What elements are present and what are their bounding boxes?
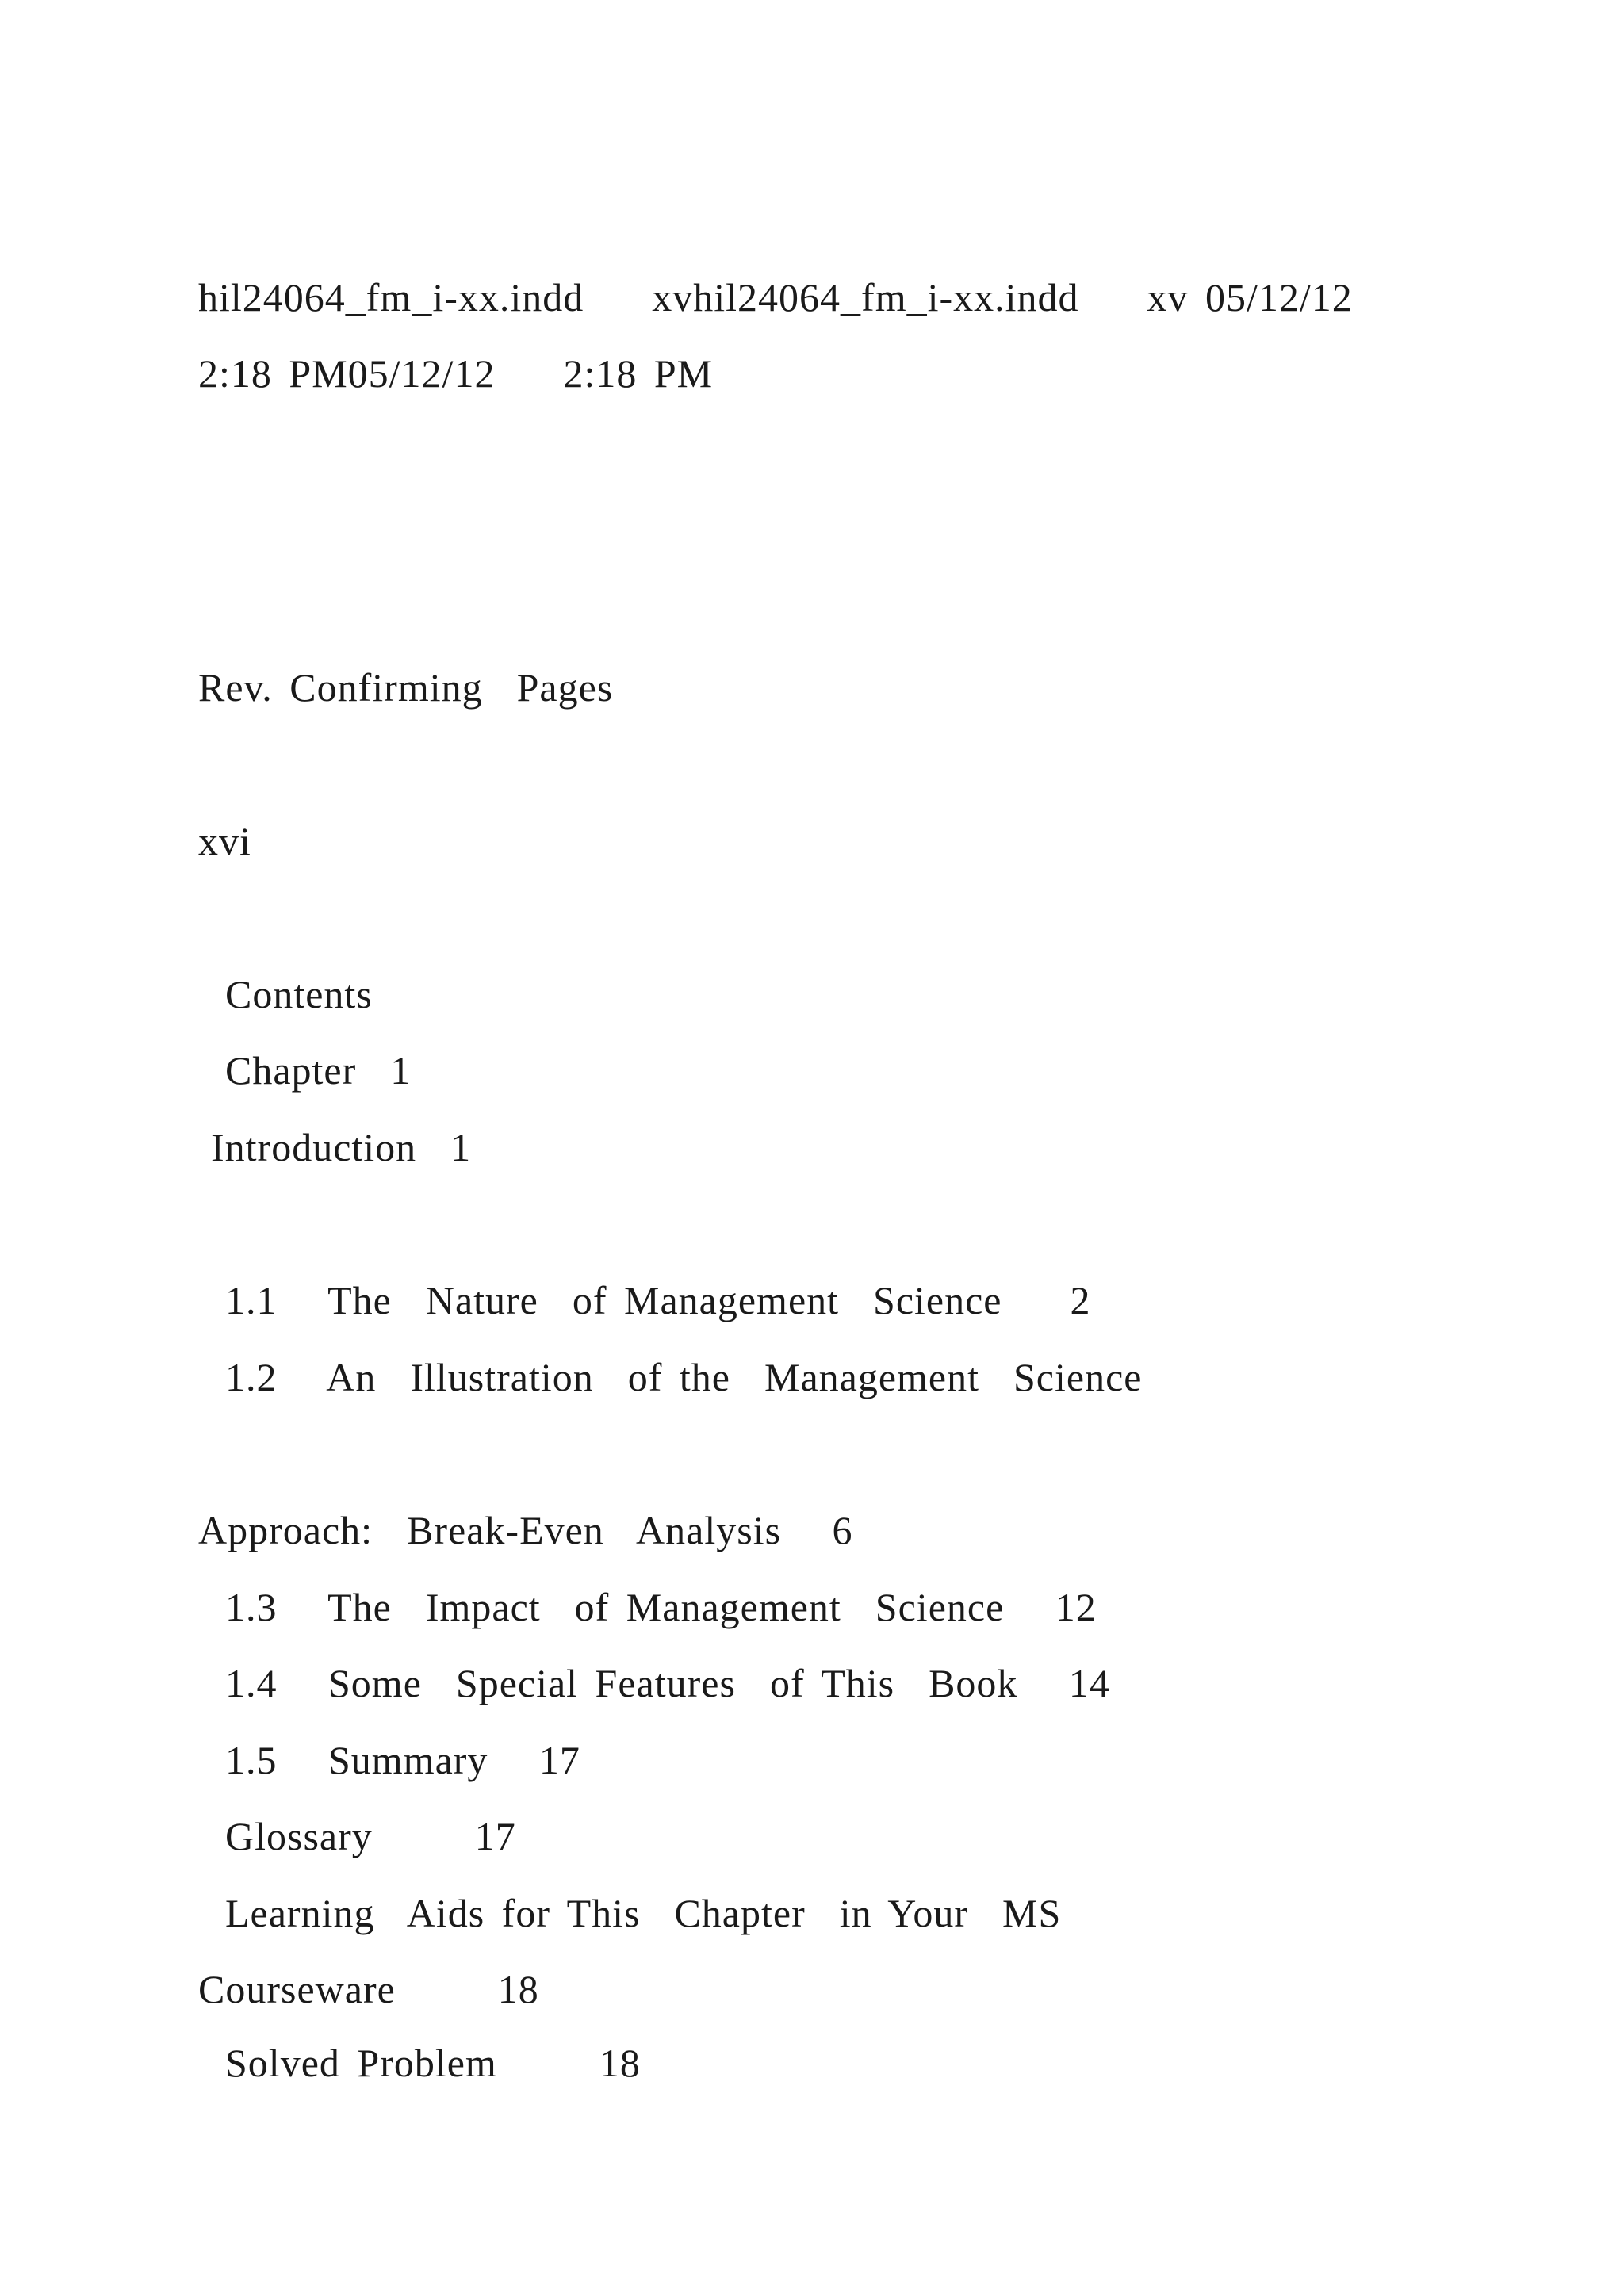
toc-entry: Courseware 18 [198, 1967, 539, 2011]
chapter-label: Chapter 1 [225, 1048, 412, 1093]
file-info-line-1: hil24064_fm_i-xx.indd xvhil24064_fm_i-xx.indd xv 05/12/12 [198, 275, 1353, 320]
toc-entry: 1.3 The Impact of Management Science 12 [225, 1585, 1097, 1629]
chapter-title: Introduction 1 [211, 1125, 472, 1169]
toc-title: Contents [225, 972, 373, 1016]
toc-entry: 1.5 Summary 17 [225, 1738, 580, 1782]
toc-entry: Learning Aids for This Chapter in Your MS [225, 1891, 1062, 1935]
toc-entry: Glossary 17 [225, 1814, 516, 1858]
status-text: Rev. Confirming Pages [198, 665, 614, 710]
toc-entry: Solved Problem 18 [225, 2041, 641, 2085]
toc-entry: Approach: Break-Even Analysis 6 [198, 1508, 853, 1552]
toc-entry: 1.4 Some Special Features of This Book 14 [225, 1661, 1110, 1705]
file-info-line-2: 2:18 PM05/12/12 2:18 PM [198, 351, 714, 396]
toc-entry: 1.2 An Illustration of the Management Science [225, 1355, 1143, 1399]
page-number: xvi [198, 819, 251, 863]
toc-entry: 1.1 The Nature of Management Science 2 [225, 1278, 1091, 1322]
